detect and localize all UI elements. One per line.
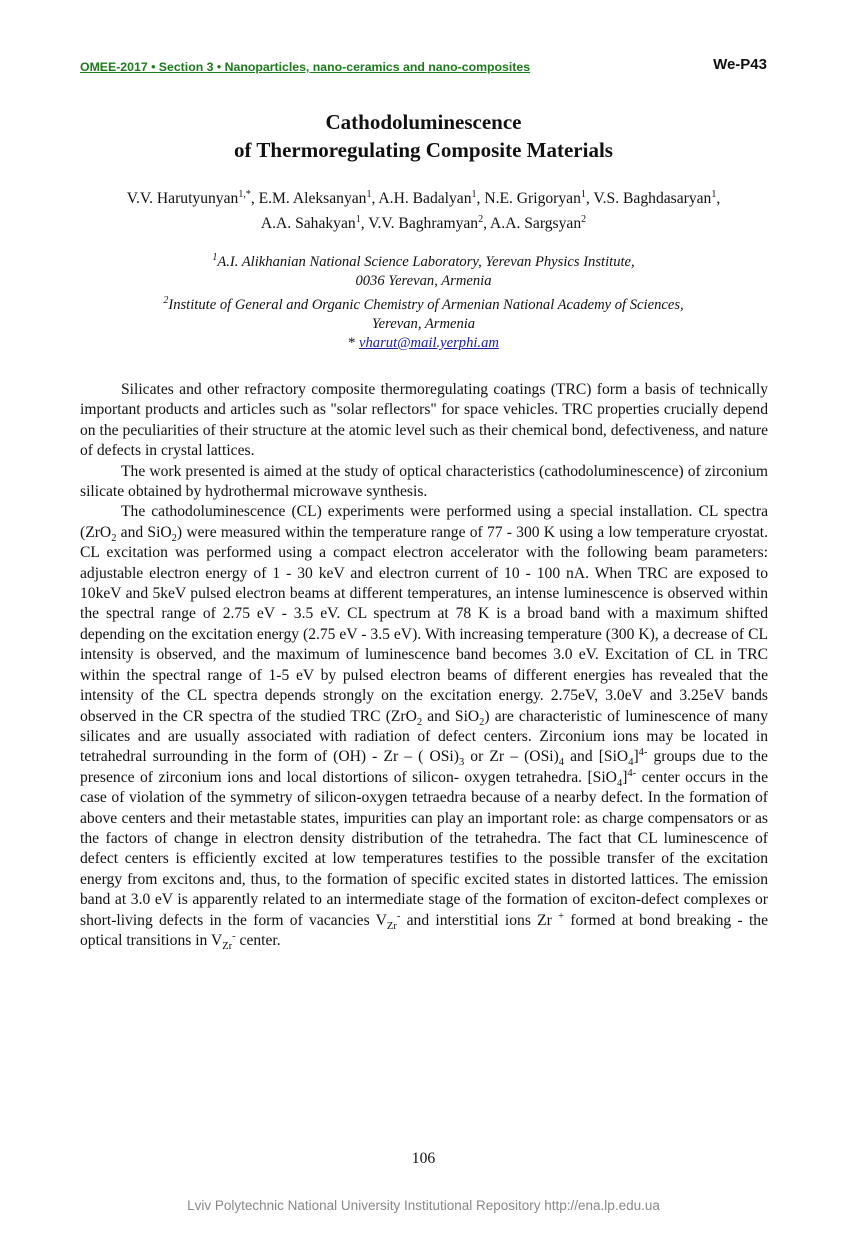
affiliation-mark: 1	[212, 252, 218, 263]
running-title: OMEE-2017 • Section 3 • Nanoparticles, nano-ceramics and nano-composites	[80, 60, 531, 74]
author-name: V.V. Harutyunyan	[126, 190, 239, 208]
author-name: N.E. Grigoryan	[484, 190, 581, 208]
author-affil-mark: 1	[471, 189, 477, 200]
author-affil-mark: 2	[478, 214, 484, 226]
author-name: V.S. Baghdasaryan	[593, 190, 712, 208]
author-name: A.A. Sahakyan	[260, 215, 356, 233]
email-link[interactable]: vharut@mail.yerphi.am	[359, 334, 499, 351]
author-name: A.H. Badalyan	[378, 190, 472, 208]
paragraph-1: Silicates and other refractory composite thermoregulating coatings (TRC) form a basis of technically important products and articles such as "solar reflectors" for space vehicles. TRC properties crucially depend on the peculiarities of their structure at the atomic level such as their chemical bond, defectiveness, and nature of defects in crystal lattices.	[80, 381, 768, 460]
page-number: 106	[411, 1150, 436, 1167]
author-list	[60, 184, 787, 234]
author-name: A.A. Sargsyan	[490, 215, 582, 233]
title-line-1: Cathodoluminescence	[325, 110, 522, 134]
affiliation-1-line-2: 0036 Yerevan, Armenia	[355, 272, 492, 289]
abstract-body	[80, 380, 768, 951]
author-affil-mark: 1	[366, 189, 372, 200]
author-affil-mark: 1	[355, 214, 361, 226]
author-name: E.M. Aleksanyan	[258, 190, 367, 208]
paragraph-3: The cathodoluminescence (CL) experiments were performed using a special installation. CL spectra (ZrO$_2$ and SiO$_2$) were measured within the temperature range of 77 - 300 K using a low temperature cryostat. CL excitation was performed using a compact electron accelerator with the following beam parameters: adjustable electron energy of 1 - 30 keV and electron current of 10 - 100 nA. When TRC are exposed to 10keV and 5keV pulsed electron beams at different temperatures, an intense luminescence is observed within the spectral range of 2.75 eV - 3.5 eV. CL spectrum at 78 K is a broad band with a maximum shifted depending on the excitation energy (2.75 eV - 3.5 eV). With increasing temperature (300 K), a decrease of CL intensity is observed, and the maximum of luminescence band becomes 3.0 eV. Excitation of CL in TRC within the spectral range of 1-5 eV by pulsed electron beams of different energies has revealed that the intensity of the CL spectra depends strongly on the excitation energy. 2.75eV, 3.0eV and 3.25eV bands observed in the CR spectra of the studied TRC (ZrO$_2$ and SiO$_2$) are characteristic of luminescence of many silicates and are usually associated with radiation of defect centers. Zirconium ions may be located in tetrahedral surrounding in the form of (OH) - Zr – ( $OSi)_3$ or Zr – $(OSi)_4$ and $[SiO_4]^{4-}$ groups due to the presence of zirconium ions and local distortions of silicon- oxygen tetrahedra. $[SiO_4]^{4-}$ center occurs in the case of violation of the symmetry of silicon-oxygen tetraedra because of a nearby defect. In the formation of above centers and their metastable states, impurities can play an important role: as charge compensators or as the factors of change in electron density distribution of the tetrahedra. The fact that CL luminescence of defect centers is efficiently excited at low temperatures testifies to the possible transfer of the excitation energy from excitons and, thus, to the formation of specific excited states in distorted lattices. The emission band at 3.0 eV is apparently related to an intermediate stage of the formation of exciton-defect complexes or short-living defects in the form of vacancies $V_{Zr}^-$ and interstitial ions Zr + formed at bond breaking - the optical transitions in $V_{Zr}^-$ center.	[80, 503, 769, 953]
author-affil-mark: 1,*	[238, 189, 251, 200]
paper-code: We-P43	[713, 56, 767, 73]
author-affil-mark: 2	[581, 214, 587, 226]
author-line-2: A.A. Sahakyan$^1$, V.V. Baghramyan$^2$, A.A. Sargsyan$^2$	[260, 214, 587, 233]
author-affil-mark: 1	[711, 189, 717, 200]
paragraph-2: The work presented is aimed at the study of optical characteristics (cathodoluminescence) of zirconium silicate obtained by hydrothermal microwave synthesis.	[80, 462, 768, 501]
paper-title	[0, 108, 847, 164]
affiliation-2-line-1: $^2$Institute of General and Organic Chemistry of Armenian National Academy of Sciences,	[163, 294, 684, 313]
contact-line	[60, 334, 787, 353]
author-line-1: V.V. Harutyunyan$^{1,*}$, E.M. Aleksanyan$^1$, A.H. Badalyan$^1$, N.E. Grigoryan$^1$, V.S. Baghdasaryan$^1$,	[126, 189, 721, 208]
author-name: V.V. Baghramyan	[368, 215, 479, 233]
title-line-2: of Thermoregulating Composite Materials	[234, 138, 613, 162]
affiliation-1-line-1: $^1$A.I. Alikhanian National Science Laboratory, Yerevan Physics Institute,	[212, 252, 635, 270]
corresponding-star: *	[348, 334, 356, 351]
repository-footer: Lviv Polytechnic National University Institutional Repository http://ena.lp.edu.ua	[187, 1198, 660, 1213]
affiliation-mark: 2	[163, 294, 169, 306]
affiliations	[60, 248, 787, 353]
affiliation-2-line-2: Yerevan, Armenia	[371, 315, 476, 332]
author-affil-mark: 1	[580, 189, 586, 200]
